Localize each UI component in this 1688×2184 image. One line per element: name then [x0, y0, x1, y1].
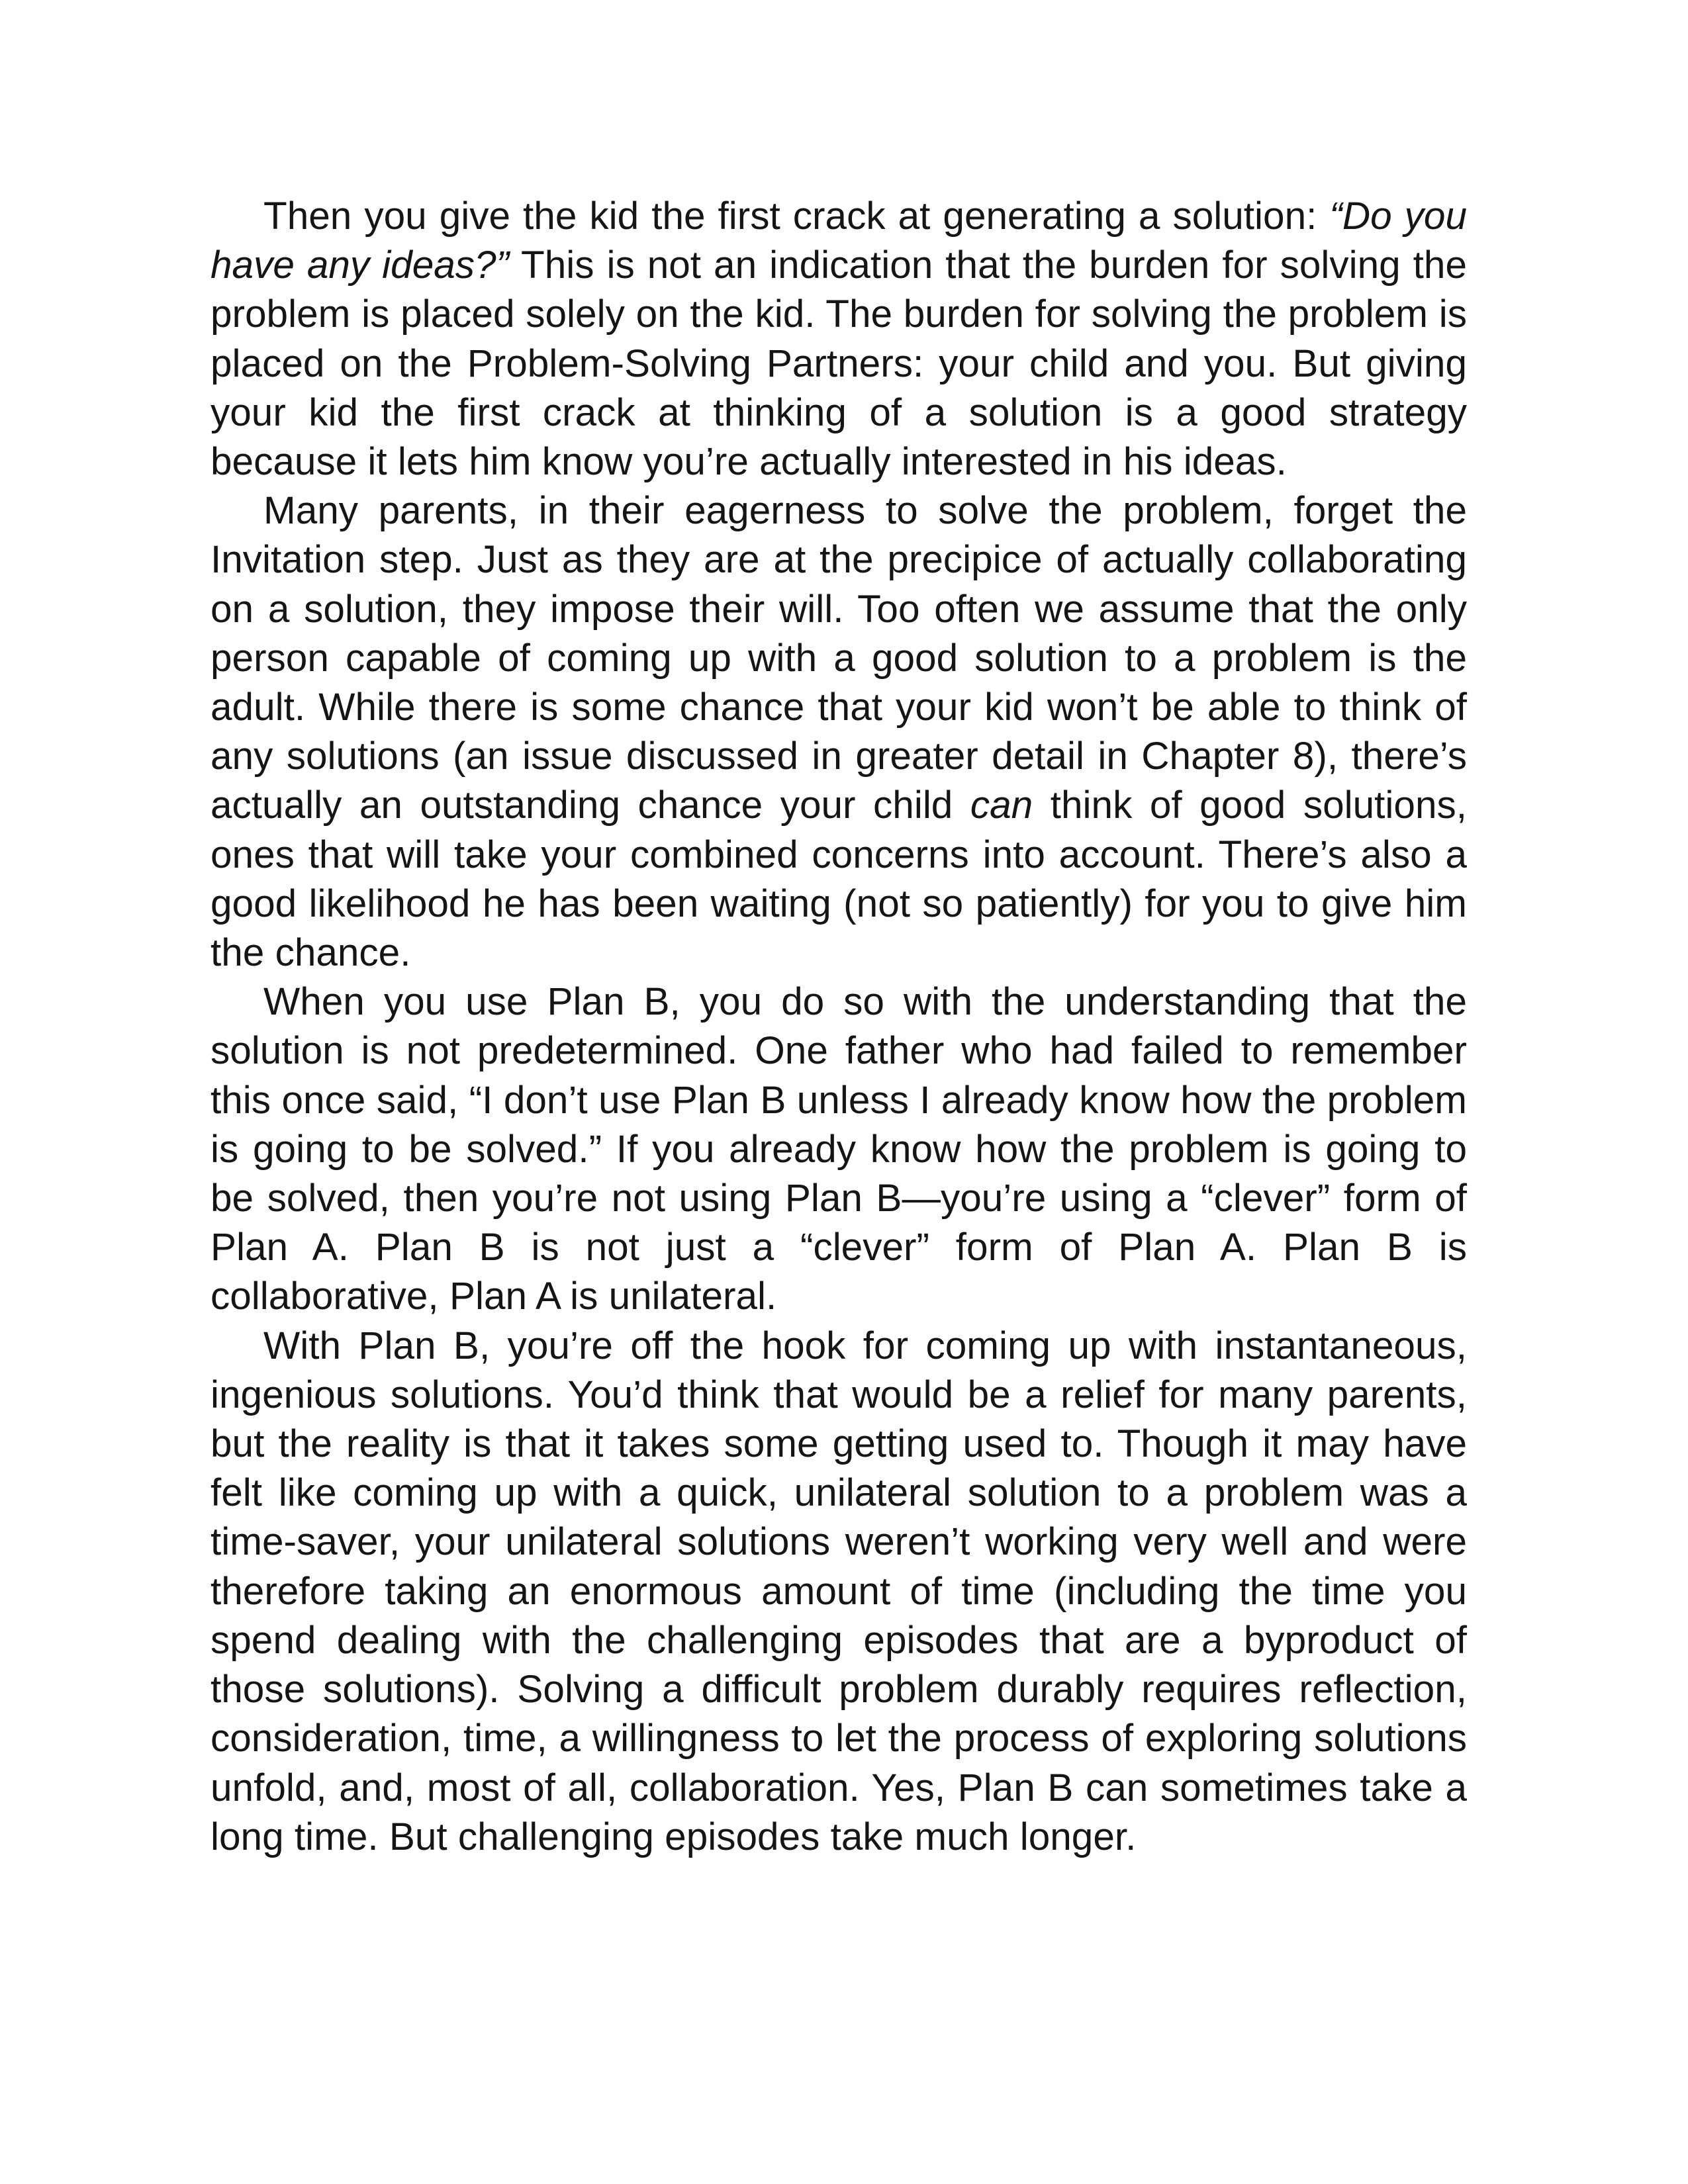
text-segment: When you use Plan B, you do so with the understanding that the solution is not predetermined. One father who had failed to remember this once said, “I don’t use Plan B unless I already know how the problem is going to be solved.” If you already know how the problem is going to be solved, then you’re not using Plan B—you’re using a “clever” form of Plan A. Plan B is not just a “clever” form of Plan A. Plan B is collaborative, Plan A is unilateral.: [211, 980, 1467, 1318]
italic-segment: can: [970, 784, 1033, 827]
italic-segment: “Do you have any ideas?”: [211, 195, 1467, 287]
document-page: [211, 192, 1467, 1862]
paragraph-invitation: [211, 192, 1467, 486]
text-segment: think of good solutions, ones that will take your combined concerns into account. There’s also a good likelihood he has been waiting (not so patiently) for you to give him the chance.: [211, 784, 1467, 975]
paragraph-many-parents: [211, 486, 1467, 978]
paragraph-plan-b-understanding: [211, 978, 1467, 1321]
text-segment: Many parents, in their eagerness to solve the problem, forget the Invitation step. Just as they are at the precipice of actually collaborating on a solution, they impose their will. Too often we assume that the only person capable of coming up with a good solution to a problem is the adult. While there is some chance that your kid won’t be able to think of any solutions (an issue discussed in greater detail in Chapter 8), there’s actually an outstanding chance your child: [211, 489, 1467, 827]
paragraph-off-the-hook: [211, 1322, 1467, 1862]
text-segment: This is not an indication that the burden for solving the problem is placed solely on the kid. The burden for solving the problem is placed on the Problem-Solving Partners: your child and you. But giving your kid the first crack at thinking of a solution is a good strategy because it lets him know you’re actually interested in his ideas.: [211, 244, 1468, 484]
text-segment: With Plan B, you’re off the hook for coming up with instantaneous, ingenious solutions. You’d think that would be a relief for many parents, but the reality is that it takes some getting used to. Though it may have felt like coming up with a quick, unilateral solution to a problem was a time-saver, your unilateral solutions weren’t working very well and were therefore taking an enormous amount of time (including the time you spend dealing with the challenging episodes that are a byproduct of those solutions). Solving a difficult problem durably requires reflection, consideration, time, a willingness to let the process of exploring solutions unfold, and, most of all, collaboration. Yes, Plan B can sometimes take a long time. But challenging episodes take much longer.: [211, 1324, 1467, 1858]
text-segment: Then you give the kid the first crack at generating a solution:: [263, 195, 1330, 238]
